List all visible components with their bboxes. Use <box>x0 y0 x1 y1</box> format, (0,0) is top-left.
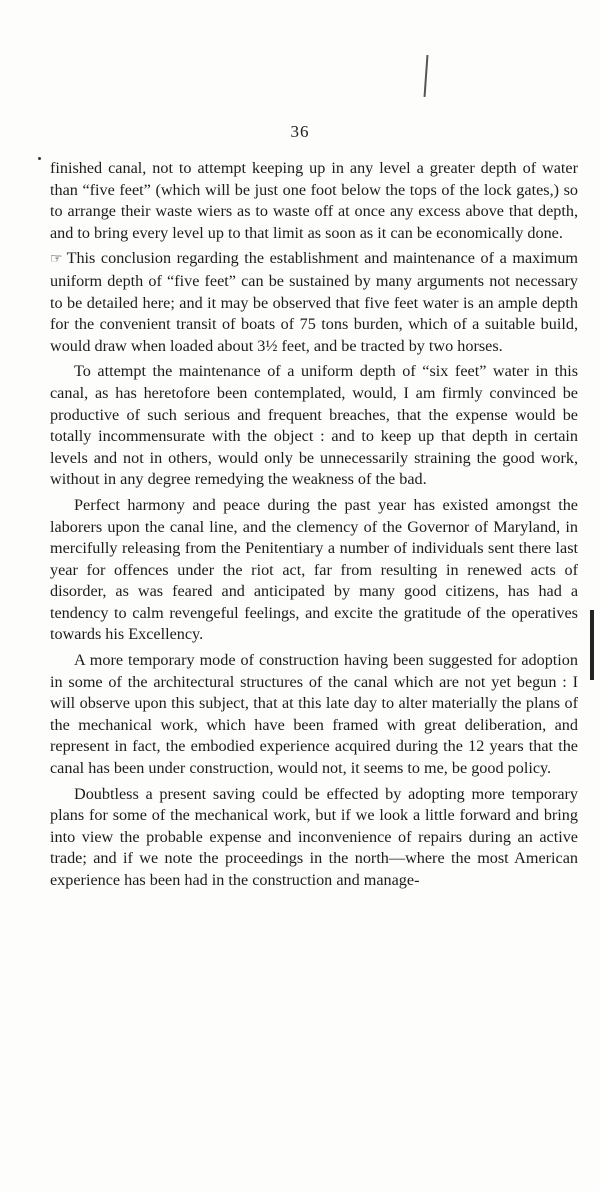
paragraph-saving: Doubtless a present saving could be effected by adopting more temporary plans for some of the mechanical work, but if we look a little forward and bring into view the probable expense and inconvenience of repairs during an active trade; and if we note the proceedings in the north—where the most American experience has been had in the construction and manage- <box>50 784 578 889</box>
margin-mark <box>590 610 594 680</box>
paragraph-text: This conclusion regarding the establishment and maintenance of a maximum uniform depth of “five feet” can be sustained by many arguments not necessary to be detailed here; and it may be observed that five feet water is an ample depth for the convenient transit of boats of 75 tons burden, which of a suitable build, would draw when loaded about 3½ feet, and be tracted by two horses. <box>50 249 578 355</box>
paragraph-construction: A more temporary mode of construction having been suggested for adoption in some of the architectural structures of the canal which are not yet begun : I will observe upon this subject, that at this late day to alter materially the plans of the mechanical work, which have been framed with great deliberation, and represent in fact, the embodied experience acquired during the 12 years that the canal has been under construction, would not, it seems to me, be good policy. <box>50 651 578 778</box>
paragraph-harmony: Perfect harmony and peace during the past year has existed amongst the laborers upon the canal line, and the clemency of the Governor of Maryland, in mercifully releasing from the Penitentiary a number of individuals sent there last year for offences under the riot act, far from resulting in renewed acts of disorder, as was feared and anticipated by many good citizens, has had a tendency to calm revengeful feelings, and excite the gratitude of the operatives towards his Excellency. <box>50 495 578 644</box>
paragraph-six-feet: To attempt the maintenance of a uniform depth of “six feet” water in this canal, as has heretofore been contemplated, would, I am firmly convinced be productive of such serious and frequent breaches, that the expense would be totally incommensurate with the object : and to keep up that depth in certain levels and not in others, would only be unnecessarily straining the good work, without in any degree remedying the weakness of the bad. <box>50 362 578 489</box>
paragraph-conclusion <box>50 248 578 357</box>
manicule-icon: ☞ <box>50 252 63 268</box>
ink-mark <box>424 55 429 97</box>
ink-dot <box>38 157 41 160</box>
paragraph-continuation: finished canal, not to attempt keeping up in any level a greater depth of water than “five feet” (which will be just one foot below the tops of the lock gates,) so to arrange their waste wiers as to waste off at once any excess above that depth, and to bring every level up to that limit as soon as it can be economically done. <box>50 159 578 242</box>
page-number: 36 <box>290 122 310 141</box>
body-text <box>50 158 578 892</box>
